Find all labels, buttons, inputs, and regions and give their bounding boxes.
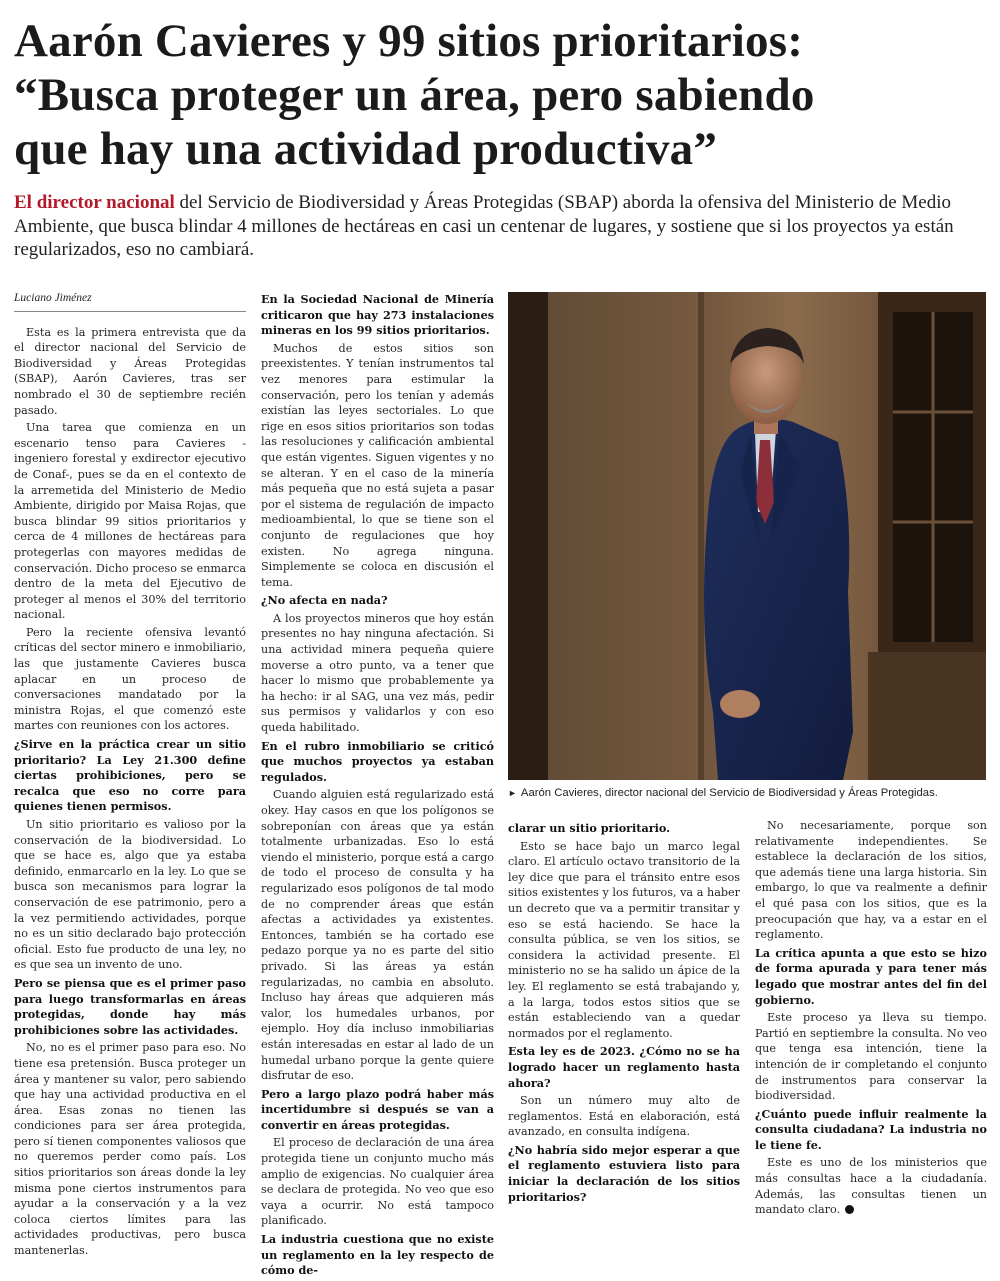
paragraph: Esta es la primera entrevista que da el director nacional del Servicio de Biodiversidad y Áreas Protegidas (SBAP), Aarón Cavieres, tras ser nombrado el 30 de septiembre recién pasado. <box>14 325 246 417</box>
interview-question: La industria cuestiona que no existe un reglamento en la ley respecto de cómo de- <box>261 1232 494 1278</box>
headline-line: que hay una actividad productiva” <box>14 123 718 175</box>
paragraph: Cuando alguien está regularizado está okey. Hay casos en que los polígonos se sobreponían con áreas que ya están totalmente urbanizadas. Eso lo está viendo el ministerio, porque está a cargo de todo el proceso de consulta y ha regularizado esos polígonos de tal modo de no comprender áreas que están afectas a actividades ya existentes. Entonces, también se ha cortado ese pedazo porque ya no es parte del sitio privado. Si las áreas ya están regularizadas, no cambia en absoluto. Incluso hay áreas que adquieren más valor, los humedales urbanos, por ejemplo. Hoy día incluso inmobiliarias están interesadas en estar al lado de un humedal urbano porque la gente quiere disfrutar de eso. <box>261 788 494 1083</box>
interview-question: ¿No afecta en nada? <box>261 593 388 608</box>
article-column-1 <box>14 291 246 1261</box>
final-paragraph-text: Este es uno de los ministerios que más consultas hace a la ciudadanía. Además, las consultas tienen un mandato claro. <box>755 1156 987 1217</box>
paragraph: Una tarea que comienza en un escenario tenso para Cavieres -ingeniero forestal y exdirector ejecutivo de Conaf-, pues se da en el contexto de la arremetida del Ministerio de Medio Ambiente, dirigido por Maisa Rojas, que busca blindar 99 sitios prioritarios y cerca de 4 millones de hectáreas para protegerlas con mayores medidas de conservación. Dicho proceso se enmarca dentro de la meta del Ejecutivo de proteger al menos el 30% del territorio nacional. <box>14 421 246 622</box>
article-column-3 <box>508 818 740 1207</box>
paragraph: Pero la reciente ofensiva levantó críticas del sector minero e inmobiliario, las que justamente Cavieres busca aplacar en un proceso de conversaciones mandatado por la ministra Rojas, el que comenzó este martes con reuniones con los actores. <box>14 625 246 733</box>
interview-question: ¿Cuánto puede influir realmente la consulta ciudadana? La industria no le tiene fe. <box>755 1106 987 1152</box>
headline-line: “Busca proteger un área, pero sabiendo <box>14 69 815 121</box>
paragraph: Son un número muy alto de reglamentos. Está en elaboración, está avanzado, en consulta indígena. <box>508 1094 740 1139</box>
byline: Luciano Jiménez <box>14 291 246 312</box>
interview-question: Esta ley es de 2023. ¿Cómo no se ha logrado hacer un reglamento hasta ahora? <box>508 1044 740 1090</box>
article-deck <box>14 191 974 262</box>
caption-arrow-icon: ► <box>508 788 517 798</box>
article-column-2 <box>261 289 494 1281</box>
paragraph: Un sitio prioritario es valioso por la conservación de la biodiversidad. Lo que se hace es, algo que ya estaba definido, enmarcarlo en la ley. Lo que se busca son mecanismos para lograr la conservación de ese patrimonio, pero a la vez permitiendo actividades, porque no es un sitio declarado bajo protección oficial. Esto fue producto de una ley, no es que sea un invento de uno. <box>14 818 246 972</box>
interview-question: clarar un sitio prioritario. <box>508 821 671 835</box>
interview-question: Pero a largo plazo podrá haber más incertidumbre si después se van a convertir en áreas protegidas. <box>261 1086 494 1132</box>
photo-caption <box>508 786 986 800</box>
portrait-photo <box>508 292 986 780</box>
caption-text: Aarón Cavieres, director nacional del Servicio de Biodiversidad y Áreas Protegidas. <box>520 787 938 799</box>
deck-kicker: El director nacional <box>14 192 175 213</box>
paragraph: A los proyectos mineros que hoy están presentes no hay ninguna afectación. Si una actividad minera pequeña quiere moverse a otro punto, va a tener que hacer lo mismo que probablemente ya ha hecho: ir al SAG, una vez más, pedir sus permisos y validarlos y con eso queda habilitado. <box>261 611 494 735</box>
paragraph: Esto se hace bajo un marco legal claro. El artículo octavo transitorio de la ley dice que para el tránsito entre esos sitios existentes y los futuros, va a haber un decreto que va a permitir transitar y eso se está haciendo. Se hace la consulta pública, se ven los sitios, se considera la actividad presente. El ministerio no se ha salido un ápice de la ley. El reglamento se está trabajando y, a la larga, todos estos sitios que se están estableciendo van a quedar normados por el reglamento. <box>508 839 740 1040</box>
interview-question: ¿Sirve en la práctica crear un sitio prioritario? La Ley 21.300 define ciertas prohibiciones, pero se recalca que eso no corre para quienes tienen permisos. <box>14 737 246 814</box>
paragraph: El proceso de declaración de una área protegida tiene un conjunto mucho más amplio de exigencias. No cualquier área se declara de protegida. No veo que eso vaya a ocurrir. No está tampoco planificado. <box>261 1136 494 1228</box>
paragraph: No necesariamente, porque son relativamente independientes. Se establece la declaración de los sitios, que además tiene una larga historia. Sin embargo, lo que va realmente a definir el qué pasa con los sitios, que es la preocupación que hay, va a estar en el reglamento. <box>755 819 987 942</box>
paragraph <box>755 1155 987 1217</box>
headline-line: Aarón Cavieres y 99 sitios prioritarios: <box>14 15 804 67</box>
article-column-4 <box>755 818 987 1220</box>
paragraph: No, no es el primer paso para eso. No tiene esa pretensión. Busca proteger un área y mantener su valor, pero sabiendo que hay una actividad productiva en el área. Esas zonas no tienen las condiciones para ser área protegida, pero sí tienen componentes valiosos que no queremos perder como país. Los sitios prioritarios son áreas donde la ley misma pone ciertos instrumentos para ayudar a la conservación y a la vez coloca ciertos límites para las actividades productivas, pero busca mantenerlas. <box>14 1041 246 1258</box>
paragraph: Este proceso ya lleva su tiempo. Partió en septiembre la consulta. No veo que tenga esa intención, tiene la intención de ir completando el conjunto de instrumentos para conservar la biodiversidad. <box>755 1011 987 1103</box>
portrait-illustration <box>508 292 986 780</box>
interview-question: En la Sociedad Nacional de Minería criticaron que hay 273 instalaciones mineras en los 99 sitios prioritarios. <box>261 292 494 338</box>
paragraph: Muchos de estos sitios son preexistentes. Y tenían instrumentos tal vez menores para estimular la conservación, pero los tenían y además existían las leyes sectoriales. Lo que rige en esos sitios prioritarios son todas las resoluciones y calificación ambiental que están vigentes. Siguen vigentes y no se alteran. Y en el caso de la minería más pequeña que no está sujeta a pasar por el sistema de regulación de impacto medioambiental, lo que se tiene son el conjunto de regulaciones que hoy existen. No agrega ninguna. Simplemente se coloca en discusión el tema. <box>261 341 494 589</box>
interview-question: En el rubro inmobiliario se criticó que muchos proyectos ya estaban regulados. <box>261 738 494 784</box>
headline <box>14 14 986 176</box>
interview-question: Pero se piensa que es el primer paso para luego transformarlas en áreas protegidas, donde hay más prohibiciones sobre las actividades. <box>14 975 246 1037</box>
interview-question: La crítica apunta a que esto se hizo de forma apurada y para tener más legado que mostrar antes del fin del gobierno. <box>755 945 987 1007</box>
end-mark-icon <box>845 1205 854 1214</box>
interview-question: ¿No habría sido mejor esperar a que el reglamento estuviera listo para iniciar la declaración de los sitios prioritarios? <box>508 1142 740 1204</box>
deck-text: del Servicio de Biodiversidad y Áreas Protegidas (SBAP) aborda la ofensiva del Ministerio de Medio Ambiente, que busca blindar 4 millones de hectáreas en casi un centenar de lugares, y sostiene que si los proyectos ya están regularizados, eso no cambiará. <box>14 192 954 260</box>
